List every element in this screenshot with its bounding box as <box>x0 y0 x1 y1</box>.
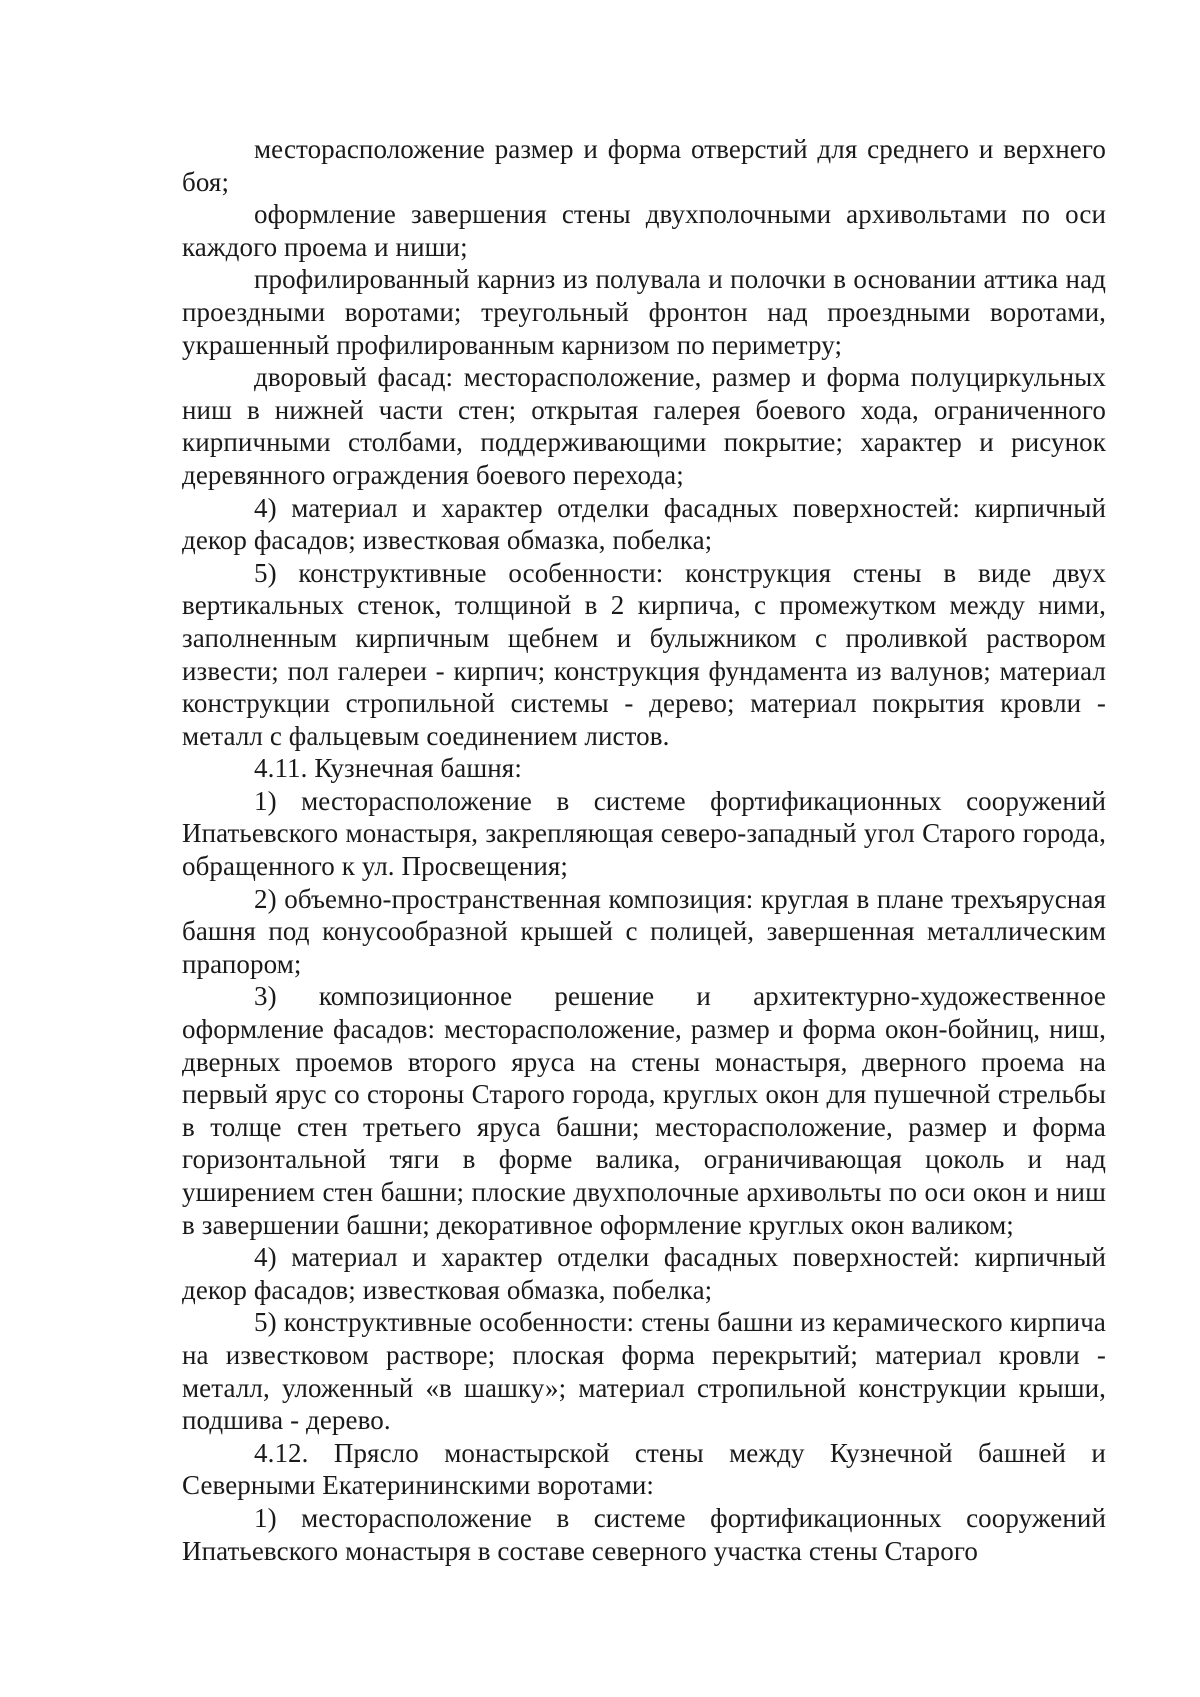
paragraph-facade-finish-2: 4) материал и характер отделки фасадных поверхностей: кирпичный декор фасадов; известковая обмазка, побелка; <box>182 1242 1106 1305</box>
paragraph-wall-location: 1) месторасположение в системе фортификационных сооружений Ипатьевского монастыря в составе северного участка стены Старого <box>182 1502 1106 1566</box>
paragraph-construction-features-2: 5) конструктивные особенности: стены башни из керамического кирпича на известковом растворе; плоская форма перекрытий; материал кровли - металл, уложенный «в шашку»; материал стропильной конструкции крыши, подшива - дерево. <box>182 1307 1106 1436</box>
paragraph-courtyard-facade: дворовый фасад: месторасположение, размер и форма полуциркульных ниш в нижней части стен; открытая галерея боевого хода, ограниченного кирпичными столбами, поддерживающими покрытие; характер и рисунок деревянного ограждения боевого перехода; <box>182 362 1106 490</box>
paragraph-construction-features-1: 5) конструктивные особенности: конструкция стены в виде двух вертикальных стенок, толщиной в 2 кирпича, с промежутком между ними, заполненным кирпичным щебнем и булыжником с проливкой раствором извести; пол галереи - кирпич; конструкция фундамента из валунов; материал конструкции стропильной системы - дерево; материал покрытия кровли - металл с фальцевым соединением листов. <box>182 557 1106 751</box>
section-heading-4-12: 4.12. Прясло монастырской стены между Кузнечной башней и Северными Екатерининскими воротами: <box>182 1437 1106 1501</box>
paragraph-tower-composition: 2) объемно-пространственная композиция: круглая в плане трехъярусная башня под конусообразной крышей с полицей, завершенная металлическим прапором; <box>182 883 1106 979</box>
paragraph-tower-location: 1) месторасположение в системе фортификационных сооружений Ипатьевского монастыря, закрепляющая северо-западный угол Старого города, обращенного к ул. Просвещения; <box>182 785 1106 882</box>
paragraph-facade-finish-1: 4) материал и характер отделки фасадных поверхностей: кирпичный декор фасадов; известковая обмазка, побелка; <box>182 492 1106 556</box>
paragraph-profiled-cornice: профилированный карниз из полувала и полочки в основании аттика над проездными воротами; треугольный фронтон над проездными воротами, украшенный профилированным карнизом по периметру; <box>182 264 1106 360</box>
section-heading-4-11: 4.11. Кузнечная башня: <box>254 753 522 784</box>
document-body <box>182 133 1106 1567</box>
paragraph-openings-location: месторасположение размер и форма отверстий для среднего и верхнего боя; <box>182 134 1106 197</box>
paragraph-tower-facades: 3) композиционное решение и архитектурно-художественное оформление фасадов: месторасположение, размер и форма окон-бойниц, ниш, дверных проемов второго яруса на стены монастыря, дверного проема на первый ярус со стороны Старого города, круглых окон для пушечной стрельбы в толще стен третьего яруса башни; месторасположение, размер и форма горизонтальной тяги в форме валика, ограничивающая цоколь и над уширением стен башни; плоские двухполочные архивольты по оси окон и ниш в завершении башни; декоративное оформление круглых окон валиком; <box>182 981 1106 1240</box>
paragraph-wall-archivolts: оформление завершения стены двухполочными архивольтами по оси каждого проема и ниши; <box>182 199 1106 262</box>
